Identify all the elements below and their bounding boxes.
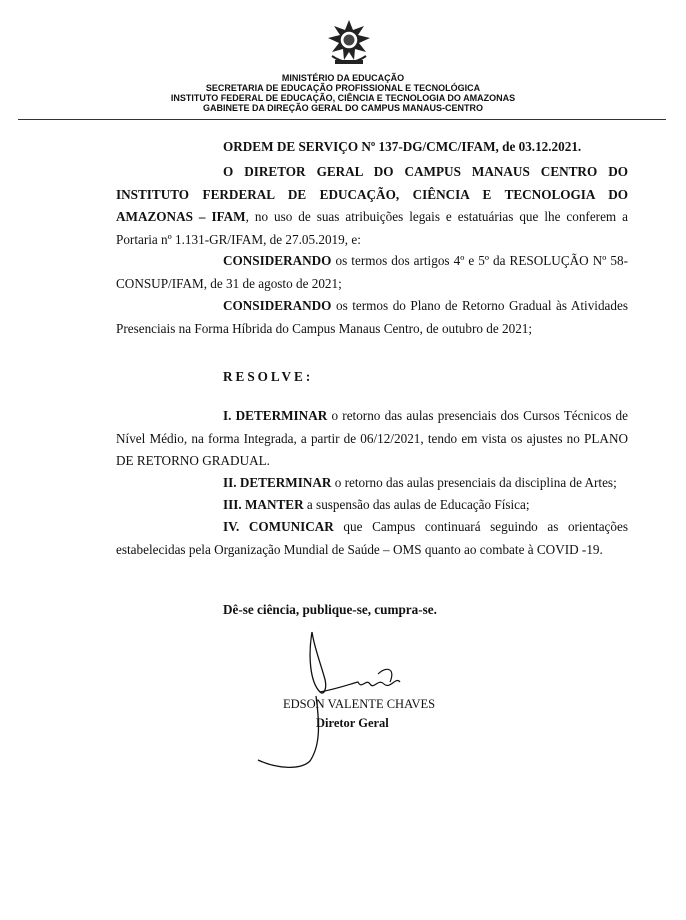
header-secretariat: SECRETARIA DE EDUCAÇÃO PROFISSIONAL E TECNOLÓGICA: [205, 83, 481, 93]
item-1-bold: I. DETERMINAR: [223, 408, 328, 423]
header-ministry: MINISTÉRIO DA EDUCAÇÃO: [281, 73, 405, 83]
header-divider: [18, 119, 666, 120]
resolve-heading: RESOLVE:: [223, 369, 314, 384]
item-4-bold: IV. COMUNICAR: [223, 519, 334, 534]
intro-paragraph: [116, 161, 628, 251]
item-3-bold: III. MANTER: [223, 497, 304, 512]
intro-text: , no uso de suas atribuições legais e estatuárias que lhe conferem a Portaria nº 1.131-GR/IFAM, de 27.05.2019, e:: [116, 209, 628, 247]
intro-bold: O DIRETOR GERAL DO CAMPUS MANAUS CENTRO DO INSTITUTO FERDERAL DE EDUCAÇÃO, CIÊNCIA E TECNOLOGIA DO AMAZONAS – IFAM: [116, 164, 628, 224]
item-2-bold: II. DETERMINAR: [223, 475, 332, 490]
item-3-text: a suspensão das aulas de Educação Física;: [303, 497, 530, 512]
coat-of-arms-seal: [326, 18, 372, 68]
item-4: [116, 516, 628, 561]
letterhead: [0, 73, 686, 113]
signatory-role: Diretor Geral: [316, 716, 389, 730]
closing-formula: Dê-se ciência, publique-se, cumpra-se.: [223, 602, 437, 617]
item-2-text: o retorno das aulas presenciais da disciplina de Artes;: [331, 475, 617, 490]
signatory-name: EDSON VALENTE CHAVES: [283, 697, 436, 711]
item-4-text: que Campus continuará seguindo as orientações estabelecidas pela Organização Mundial de Saúde – OMS quanto ao combate à COVID -19.: [116, 519, 628, 557]
considerando-2-bold: CONSIDERANDO: [223, 298, 332, 313]
item-1-text: o retorno das aulas presenciais dos Cursos Técnicos de Nível Médio, na forma Integrada, a partir de 06/12/2021, tendo em vista os ajustes no PLANO DE RETORNO GRADUAL.: [116, 408, 629, 468]
item-2: [116, 472, 628, 495]
considerando-1: [116, 250, 628, 295]
item-3: [116, 494, 628, 517]
header-office: GABINETE DA DIREÇÃO GERAL DO CAMPUS MANAUS-CENTRO: [202, 103, 483, 113]
considerando-1-bold: CONSIDERANDO: [223, 253, 332, 268]
considerando-2-text: os termos do Plano de Retorno Gradual às Atividades Presenciais na Forma Híbrida do Campus Manaus Centro, de outubro de 2021;: [116, 298, 628, 336]
considerando-2: [116, 295, 628, 340]
considerando-1-text: os termos dos artigos 4º e 5º da RESOLUÇÃO Nº 58-CONSUP/IFAM, de 31 de agosto de 2021;: [116, 253, 628, 291]
document-title: ORDEM DE SERVIÇO Nº 137-DG/CMC/IFAM, de 03.12.2021.: [223, 139, 582, 154]
item-1: [116, 405, 628, 473]
header-institute: INSTITUTO FEDERAL DE EDUCAÇÃO, CIÊNCIA E TECNOLOGIA DO AMAZONAS: [170, 93, 516, 103]
